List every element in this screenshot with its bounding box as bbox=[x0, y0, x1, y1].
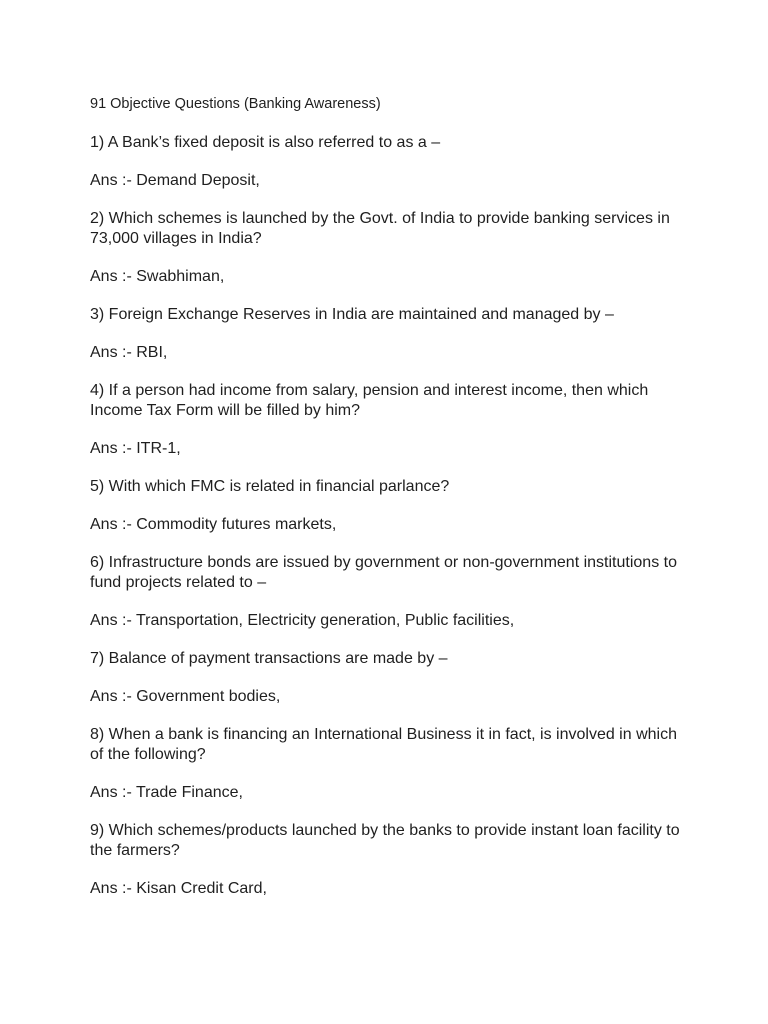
answer-text: Ans :- Kisan Credit Card, bbox=[90, 880, 267, 897]
question-text: 4) If a person had income from salary, pension and interest income, then which Income Tax Form will be filled by him? bbox=[90, 382, 649, 419]
question-item-2 bbox=[90, 209, 690, 287]
answer-text: Ans :- Commodity futures markets, bbox=[90, 516, 337, 533]
question-item-8 bbox=[90, 725, 690, 803]
answer-text: Ans :- Government bodies, bbox=[90, 688, 281, 705]
question-item-6 bbox=[90, 553, 690, 631]
answer-text: Ans :- Trade Finance, bbox=[90, 784, 243, 801]
question-item-3 bbox=[90, 305, 690, 363]
question-text: 7) Balance of payment transactions are made by – bbox=[90, 650, 448, 667]
question-text: 5) With which FMC is related in financial parlance? bbox=[90, 478, 450, 495]
question-item-7 bbox=[90, 649, 690, 707]
answer-text: Ans :- Demand Deposit, bbox=[90, 172, 260, 189]
question-item-1 bbox=[90, 133, 690, 191]
answer-text: Ans :- RBI, bbox=[90, 344, 168, 361]
question-item-9 bbox=[90, 821, 690, 899]
question-text: 1) A Bank’s fixed deposit is also referred to as a – bbox=[90, 134, 441, 151]
question-item-5 bbox=[90, 477, 690, 535]
answer-text: Ans :- Transportation, Electricity generation, Public facilities, bbox=[90, 612, 515, 629]
answer-text: Ans :- Swabhiman, bbox=[90, 268, 225, 285]
document-page bbox=[90, 94, 690, 917]
answer-text: Ans :- ITR-1, bbox=[90, 440, 181, 457]
question-item-4 bbox=[90, 381, 690, 459]
question-text: 6) Infrastructure bonds are issued by government or non-government institutions to fund projects related to – bbox=[90, 554, 677, 591]
question-text: 9) Which schemes/products launched by the banks to provide instant loan facility to the farmers? bbox=[90, 822, 680, 859]
document-title: 91 Objective Questions (Banking Awareness) bbox=[90, 96, 381, 112]
question-text: 8) When a bank is financing an International Business it in fact, is involved in which of the following? bbox=[90, 726, 677, 763]
question-text: 3) Foreign Exchange Reserves in India are maintained and managed by – bbox=[90, 306, 614, 323]
question-text: 2) Which schemes is launched by the Govt. of India to provide banking services in 73,000 villages in India? bbox=[90, 210, 670, 247]
